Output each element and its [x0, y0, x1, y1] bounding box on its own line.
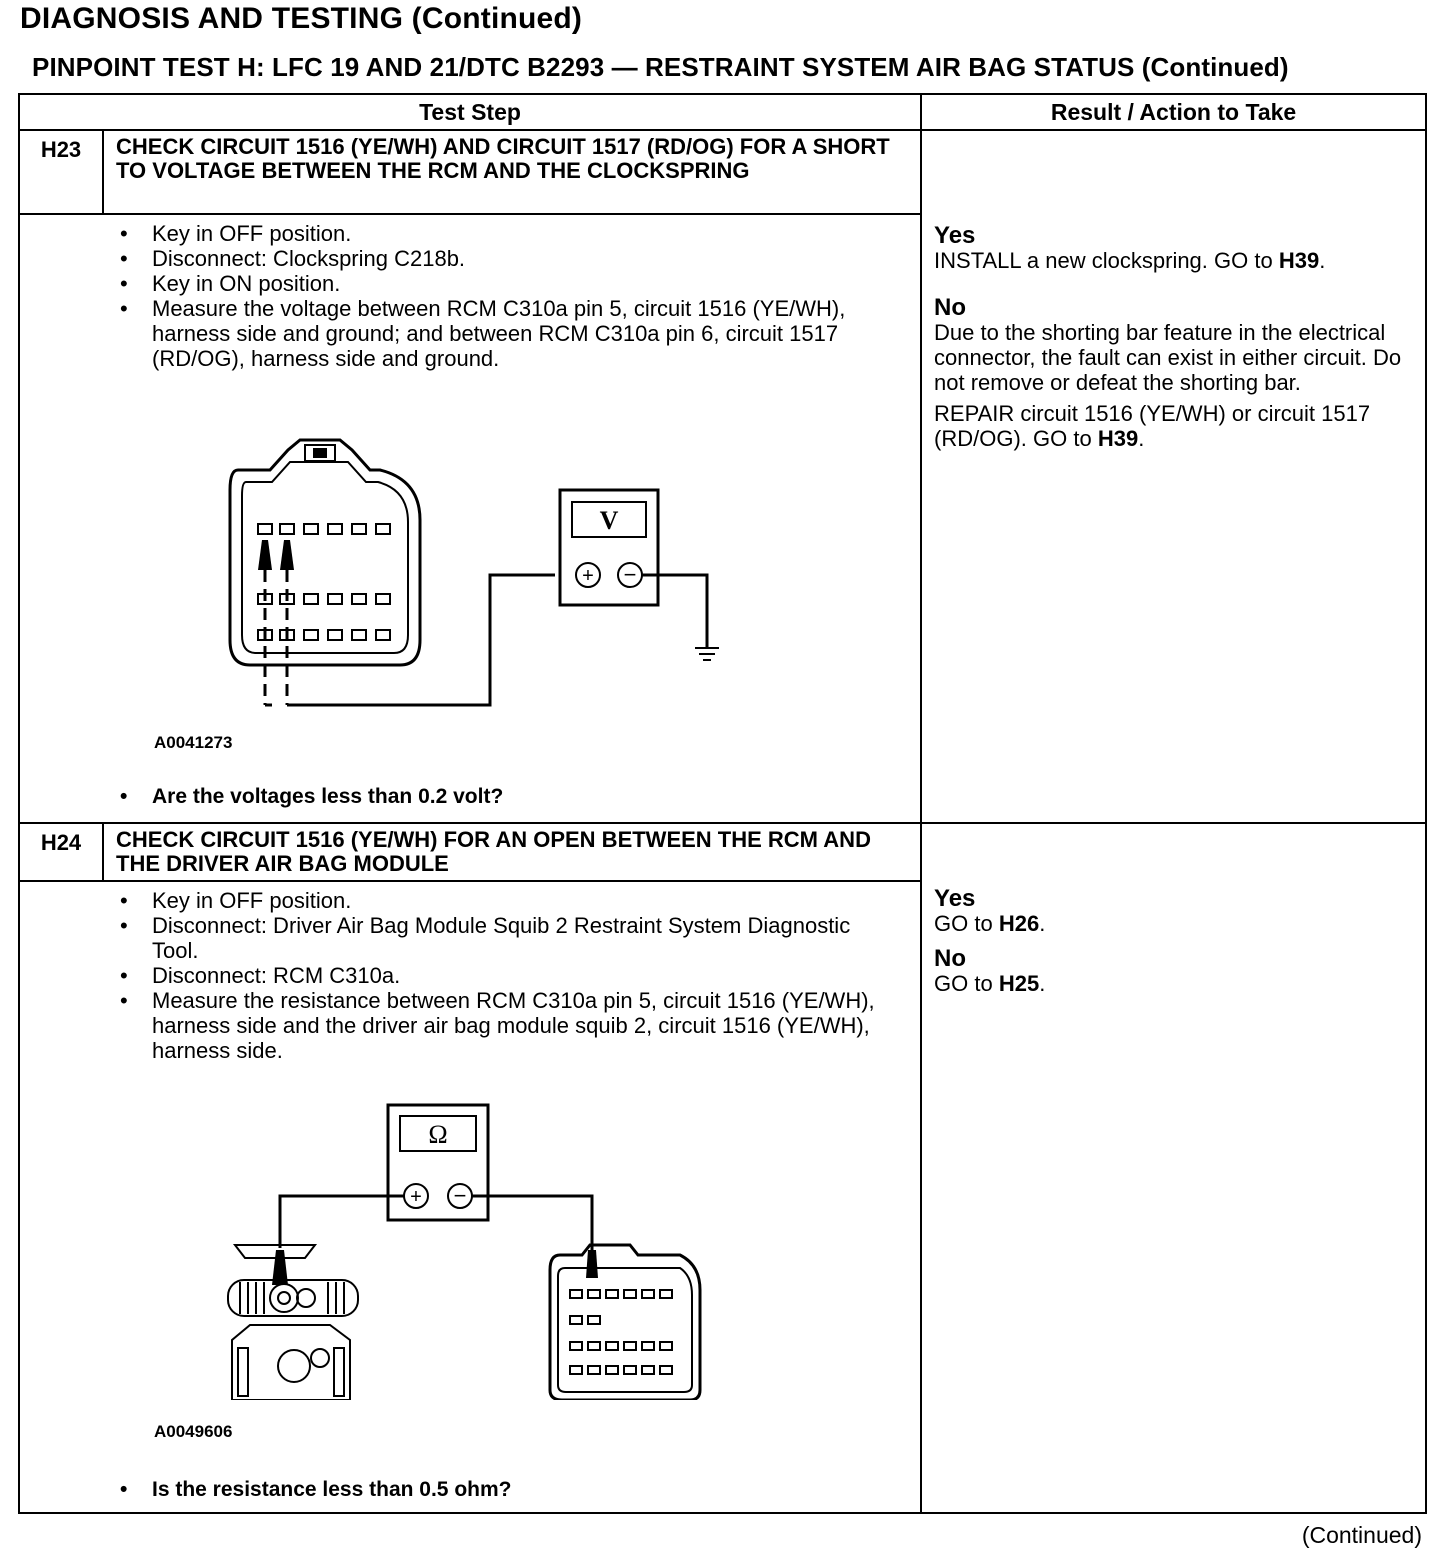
svg-text:+: + [410, 1186, 422, 1208]
step-item: • Disconnect: Clockspring C218b. [114, 246, 920, 271]
yes-action-text: GO to [934, 911, 993, 936]
step-title-h24: CHECK CIRCUIT 1516 (YE/WH) FOR AN OPEN BETWEEN THE RCM AND THE DRIVER AIR BAG MODULE [103, 823, 921, 881]
step-reference: H26 [998, 911, 1040, 936]
ohmmeter-symbol: Ω [428, 1120, 448, 1149]
result-cell-h24: Yes GO to H26. No GO to H25. [921, 823, 1426, 1513]
step-item: • Key in OFF position. [114, 888, 920, 913]
step-item: • Disconnect: Driver Air Bag Module Squib 2 Restraint System Diagnostic Tool. [114, 913, 920, 963]
no-action-text: GO to [934, 971, 993, 996]
resistance-test-diagram [210, 1100, 730, 1400]
step-reference: H39 [1097, 426, 1139, 451]
step-item: • Key in ON position. [114, 271, 920, 296]
page-title: DIAGNOSIS AND TESTING (Continued) [20, 2, 583, 35]
step-title-h23: CHECK CIRCUIT 1516 (YE/WH) AND CIRCUIT 1517 (RD/OG) FOR A SHORT TO VOLTAGE BETWEEN THE RCM AND THE CLOCKSPRING [103, 130, 921, 214]
svg-text:+: + [582, 565, 594, 587]
step-reference: H39 [1278, 248, 1320, 273]
punctuation: . [1319, 248, 1326, 273]
yes-label: Yes [934, 222, 976, 249]
step-item: • Measure the voltage between RCM C310a pin 5, circuit 1516 (YE/WH), harness side and ground; and between RCM C310a pin 6, circuit 1517 (RD/OG), harness side and ground. [114, 296, 920, 371]
step-question: • Is the resistance less than 0.5 ohm? [114, 1478, 511, 1502]
step-reference: H25 [998, 971, 1040, 996]
continued-note: (Continued) [1301, 1522, 1422, 1548]
result-cell-h23 [921, 130, 1426, 823]
step-id-h24: H24 [19, 823, 103, 881]
svg-text:−: − [623, 562, 637, 587]
column-header-test-step: Test Step [19, 94, 921, 130]
step-item: • Measure the resistance between RCM C310a pin 5, circuit 1516 (YE/WH), harness side and the driver air bag module squib 2, circuit 1516 (YE/WH), harness side. [114, 988, 920, 1063]
step-list-h23 [20, 221, 920, 371]
step-body-h24 [19, 881, 921, 1513]
svg-text:−: − [453, 1183, 467, 1208]
step-id-h23: H23 [19, 130, 103, 214]
voltage-test-diagram [210, 430, 730, 710]
step-body-h23 [19, 214, 921, 823]
no-label: No [934, 945, 967, 972]
step-item: • Key in OFF position. [114, 221, 920, 246]
no-action-text: REPAIR circuit 1516 (YE/WH) or circuit 1517 (RD/OG). GO to [934, 401, 1371, 451]
step-question: • Are the voltages less than 0.2 volt? [114, 785, 503, 809]
punctuation: . [1138, 426, 1145, 451]
figure-id: A0049606 [154, 1422, 233, 1441]
yes-action-text: INSTALL a new clockspring. GO to [934, 248, 1273, 273]
table-title: PINPOINT TEST H: LFC 19 AND 21/DTC B2293 — RESTRAINT SYSTEM AIR BAG STATUS (Continued) [32, 52, 1289, 82]
no-label: No [934, 294, 967, 321]
voltmeter-symbol: V [599, 506, 619, 535]
no-explanation-text: Due to the shorting bar feature in the electrical connector, the fault can exist in either circuit. Do not remove or defeat the shorting bar. [934, 320, 1402, 395]
pinpoint-test-table [18, 93, 1427, 1514]
figure-id: A0041273 [154, 733, 233, 752]
step-list-h24 [20, 888, 920, 1063]
yes-label: Yes [934, 885, 976, 912]
step-item: • Disconnect: RCM C310a. [114, 963, 920, 988]
column-header-result: Result / Action to Take [921, 94, 1426, 130]
